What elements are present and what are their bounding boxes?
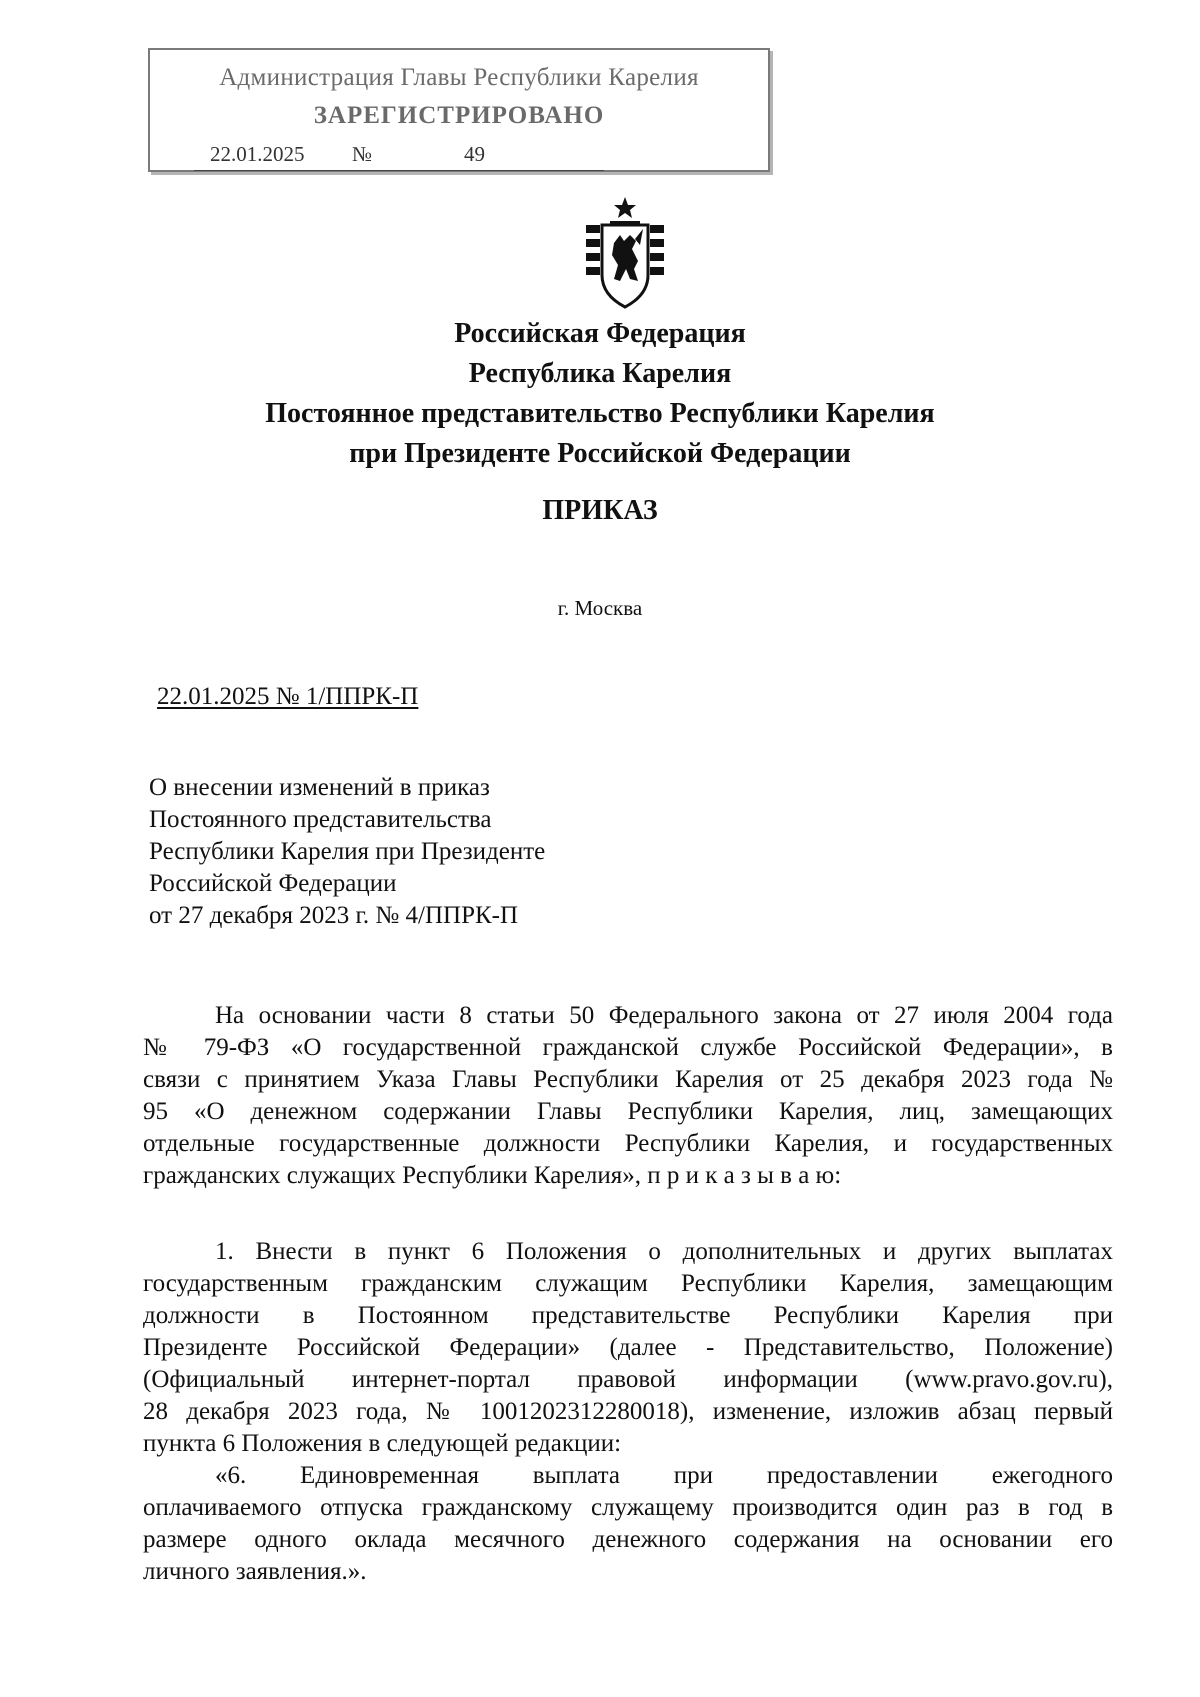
document-type: ПРИКАЗ	[542, 495, 658, 526]
paragraph-line: «6. Единовременная выплата при предоставлении ежегодного	[215, 1462, 1113, 1489]
paragraph-line: пункта 6 Положения в следующей редакции:	[143, 1430, 622, 1457]
paragraph-line: 28 декабря 2023 года, № 1001202312280018), изменение, изложив абзац первый	[143, 1398, 1113, 1425]
paragraph-item-1	[143, 1236, 1113, 1460]
subject-line: Российской Федерации	[149, 870, 397, 897]
paragraph-line: 1. Внести в пункт 6 Положения о дополнительных и других выплатах	[215, 1238, 1113, 1265]
karelia-coat-of-arms-icon	[580, 195, 670, 315]
header-representation: Постоянное представительство Республики Карелия	[265, 398, 935, 429]
stamp-number-sign: №	[352, 142, 373, 166]
header-country: Российская Федерация	[454, 318, 746, 349]
document-city: г. Москва	[557, 596, 643, 620]
stamp-date: 22.01.2025	[210, 142, 305, 166]
paragraph-line: должности в Постоянном представительстве Республики Карелия при	[143, 1302, 1113, 1329]
paragraph-line: оплачиваемого отпуска гражданскому служащему производится один раз в год в	[143, 1494, 1113, 1521]
stamp-date-number-line	[194, 142, 604, 171]
paragraph-line: (Официальный интернет-портал правовой информации (www.pravo.gov.ru),	[143, 1366, 1113, 1393]
stamp-status: ЗАРЕГИСТРИРОВАНО	[313, 102, 605, 129]
paragraph-line: отдельные государственные должности Республики Карелия, и государственных	[143, 1130, 1113, 1157]
registration-stamp	[148, 48, 770, 172]
paragraph-new-wording	[143, 1460, 1113, 1588]
paragraph-line: связи с принятием Указа Главы Республики Карелия от 25 декабря 2023 года №	[143, 1066, 1113, 1093]
header-republic: Республика Карелия	[468, 358, 732, 389]
paragraph-line: № 79-ФЗ «О государственной гражданской службе Российской Федерации», в	[143, 1034, 1113, 1061]
subject-line: от 27 декабря 2023 г. № 4/ППРК-П	[149, 902, 519, 929]
stamp-organization: Администрация Главы Республики Карелия	[219, 64, 699, 91]
paragraph-line: государственным гражданским служащим Республики Карелия, замещающим	[143, 1270, 1113, 1297]
paragraph-basis	[143, 1000, 1113, 1192]
header-representation-cont: при Президенте Российской Федерации	[349, 438, 851, 469]
paragraph-line: Президенте Российской Федерации» (далее - Представительство, Положение)	[143, 1334, 1113, 1361]
paragraph-line: гражданских служащих Республики Карелия», п р и к а з ы в а ю:	[143, 1162, 842, 1189]
stamp-number: 49	[464, 142, 485, 166]
registration-date-number: 22.01.2025 № 1/ППРК-П	[157, 683, 419, 710]
subject-line: Постоянного представительства	[149, 806, 492, 833]
subject-line: О внесении изменений в приказ	[149, 774, 490, 801]
paragraph-line: На основании части 8 статьи 50 Федерального закона от 27 июля 2004 года	[215, 1002, 1113, 1029]
document-subject	[149, 772, 545, 932]
paragraph-line: личного заявления.».	[143, 1558, 367, 1585]
subject-line: Республики Карелия при Президенте	[149, 838, 546, 865]
paragraph-line: размере одного оклада месячного денежного содержания на основании его	[143, 1526, 1113, 1553]
paragraph-line: 95 «О денежном содержании Главы Республики Карелия, лиц, замещающих	[143, 1098, 1113, 1125]
